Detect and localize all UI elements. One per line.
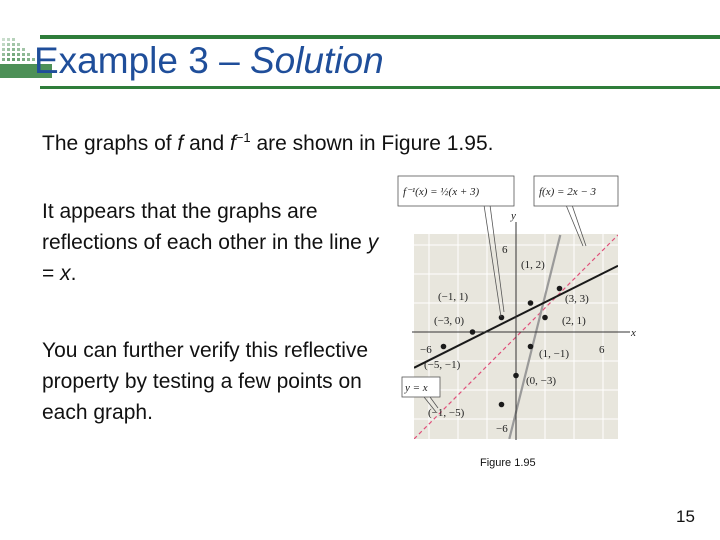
title-italic: Solution <box>249 40 384 81</box>
tick-y-neg6: −6 <box>496 423 508 435</box>
reflection-text: It appears that the graphs are reflections of each other in the line <box>42 200 368 254</box>
figure-caption: Figure 1.95 <box>480 457 536 469</box>
point-1-2 <box>528 300 534 306</box>
title-main: Example 3 – <box>34 40 250 81</box>
callout-f-label: f(x) = 2x − 3 <box>539 186 596 198</box>
intro-text-before: The graphs of <box>42 132 178 155</box>
point-2-1 <box>542 315 548 321</box>
intro-f: f <box>177 132 184 155</box>
label-point-0-neg3: (0, −3) <box>526 375 557 387</box>
eq-equals: = <box>42 262 61 285</box>
label-point-neg1-1: (−1, 1) <box>438 291 469 303</box>
title-rule-top <box>40 35 720 39</box>
point-neg5-neg1 <box>441 344 447 350</box>
verify-paragraph: You can further verify this reflective property by testing a few points on each graph. <box>42 339 369 424</box>
tick-x-pos6: 6 <box>599 344 605 356</box>
reflection-paragraph <box>42 196 382 289</box>
point-neg3-0 <box>470 329 476 335</box>
slide-title <box>34 40 384 82</box>
label-point-1-2: (1, 2) <box>521 259 545 271</box>
eq-x: x <box>60 262 71 285</box>
label-point-3-3: (3, 3) <box>565 293 589 305</box>
intro-paragraph <box>42 122 493 159</box>
title-rule-bottom <box>40 86 720 89</box>
point-1-neg1 <box>528 344 534 350</box>
page-number: 15 <box>676 507 695 526</box>
tick-x-neg6: −6 <box>420 344 432 356</box>
intro-text-middle: and <box>183 132 230 155</box>
eq-period: . <box>70 262 77 285</box>
label-point-neg5-neg1: (−5, −1) <box>424 359 461 371</box>
figure-graph <box>394 172 644 442</box>
x-axis-label: x <box>631 327 636 339</box>
intro-superscript: −1 <box>235 130 251 145</box>
eq-y: y <box>367 231 379 254</box>
point-0-neg3 <box>513 373 519 379</box>
label-point-neg3-0: (−3, 0) <box>434 315 465 327</box>
y-axis-label: y <box>511 210 516 222</box>
callout-yx-label: y = x <box>405 382 428 394</box>
point-3-3 <box>557 286 563 292</box>
label-point-1-neg1: (1, −1) <box>539 348 570 360</box>
label-point-2-1: (2, 1) <box>562 315 586 327</box>
tick-y-pos6: 6 <box>502 244 508 256</box>
point-neg1-neg5 <box>499 402 505 408</box>
callout-finv-label: f⁻¹(x) = ½(x + 3) <box>403 186 480 198</box>
point-neg1-1 <box>499 315 505 321</box>
intro-text-after: are shown in Figure 1.95. <box>250 132 494 155</box>
intro-finv: f <box>229 132 236 155</box>
label-point-neg1-neg5: (−1, −5) <box>428 407 465 419</box>
